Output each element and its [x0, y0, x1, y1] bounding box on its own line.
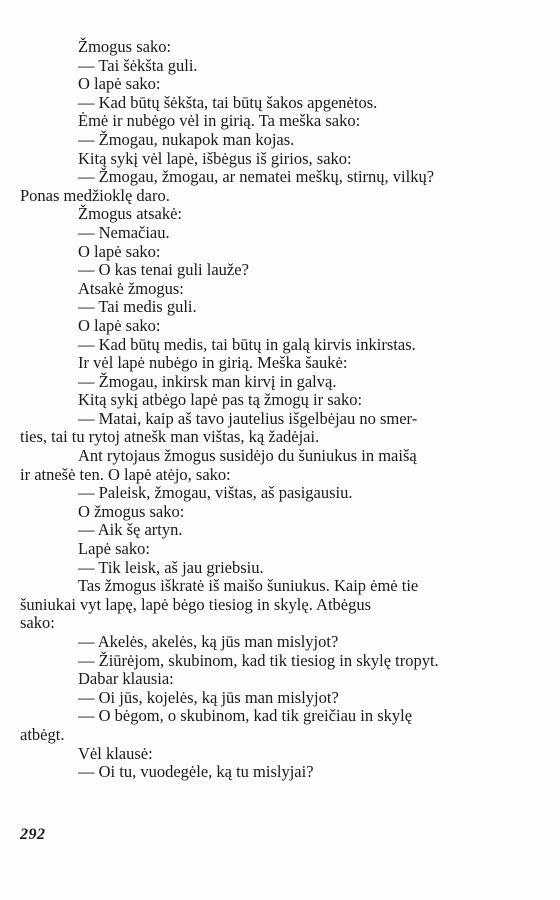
text-line: Ir vėl lapė nubėgo in girią. Meška šaukė: [78, 353, 348, 373]
text-line: — Paleisk, žmogau, vištas, aš pasigausiu. [78, 483, 353, 503]
text-line: Ant rytojaus žmogus susidėjo du šuniukus in maišą [78, 446, 417, 466]
text-line: atbėgt. [20, 724, 65, 744]
text-line: — Aik šę artyn. [78, 520, 183, 540]
text-line: — Tai šėkšta guli. [78, 55, 198, 75]
text-line: Kitą sykį atbėgo lapė pas tą žmogų ir sako: [78, 390, 363, 410]
text-line: — Kad būtų šėkšta, tai būtų šakos apgenėtos. [78, 92, 378, 112]
text-line: — Akelės, akelės, ką jūs man mislyjot? [78, 632, 339, 651]
text-line: Žmogus atsakė: [78, 204, 183, 224]
text-line: Ėmė ir nubėgo vėl in girią. Ta meška sako: [78, 111, 361, 131]
page-number: 292 [20, 826, 46, 843]
text-line: — O kas tenai guli lauže? [78, 260, 249, 280]
text-line: — Žiūrėjom, skubinom, kad tik tiesiog in skylę tropyt. [78, 650, 439, 670]
text-line: O lapė sako: [78, 241, 161, 261]
text-line: sako: [20, 613, 55, 633]
text-line: — Kad būtų medis, tai būtų in galą kirvis inkirstas. [78, 334, 416, 354]
text-line: — O bėgom, o skubinom, kad tik greičiau in skylę [78, 706, 413, 726]
text-line: — Nemačiau. [78, 222, 170, 242]
text-line: Ponas medžioklę daro. [20, 185, 170, 205]
text-line: O žmogus sako: [78, 501, 185, 521]
text-line: — Žmogau, inkirsk man kirvį in galvą. [78, 371, 337, 391]
text-line: — Oi jūs, kojelės, ką jūs man mislyjot? [78, 687, 339, 707]
text-line: O lapė sako: [78, 315, 161, 335]
text-line: Lapė sako: [78, 539, 150, 559]
text-line: Atsakė žmogus: [78, 278, 184, 298]
text-line: Vėl klausė: [78, 743, 153, 763]
text-line: — Matai, kaip aš tavo jautelius išgelbėjau no smer- [78, 408, 418, 428]
text-line: ties, tai tu rytoj atnešk man vištas, ką žadėjai. [20, 427, 320, 447]
text-line: — Tik leisk, aš jau griebsiu. [78, 557, 264, 577]
text-line: šuniukai vyt lapę, lapė bėgo tiesiog in skylę. Atbėgus [20, 594, 372, 614]
text-line: Tas žmogus iškratė iš maišo šuniukus. Kaip ėmė tie [78, 576, 419, 596]
text-line: Kitą sykį vėl lapė, išbėgus iš girios, sako: [78, 148, 352, 168]
text-line: — Oi tu, vuodegėle, ką tu mislyjai? [78, 762, 314, 782]
text-line: ir atnešė ten. O lapė atėjo, sako: [20, 464, 231, 484]
text-line: Žmogus sako: [78, 37, 172, 56]
text-line: — Žmogau, nukapok man kojas. [78, 129, 295, 149]
text-line: — Tai medis guli. [78, 297, 197, 317]
text-line: — Žmogau, žmogau, ar nematei meškų, stirnų, vilkų? [78, 167, 435, 187]
text-line: O lapė sako: [78, 74, 161, 94]
body-text [20, 38, 520, 782]
text-line: Dabar klausia: [78, 669, 174, 689]
